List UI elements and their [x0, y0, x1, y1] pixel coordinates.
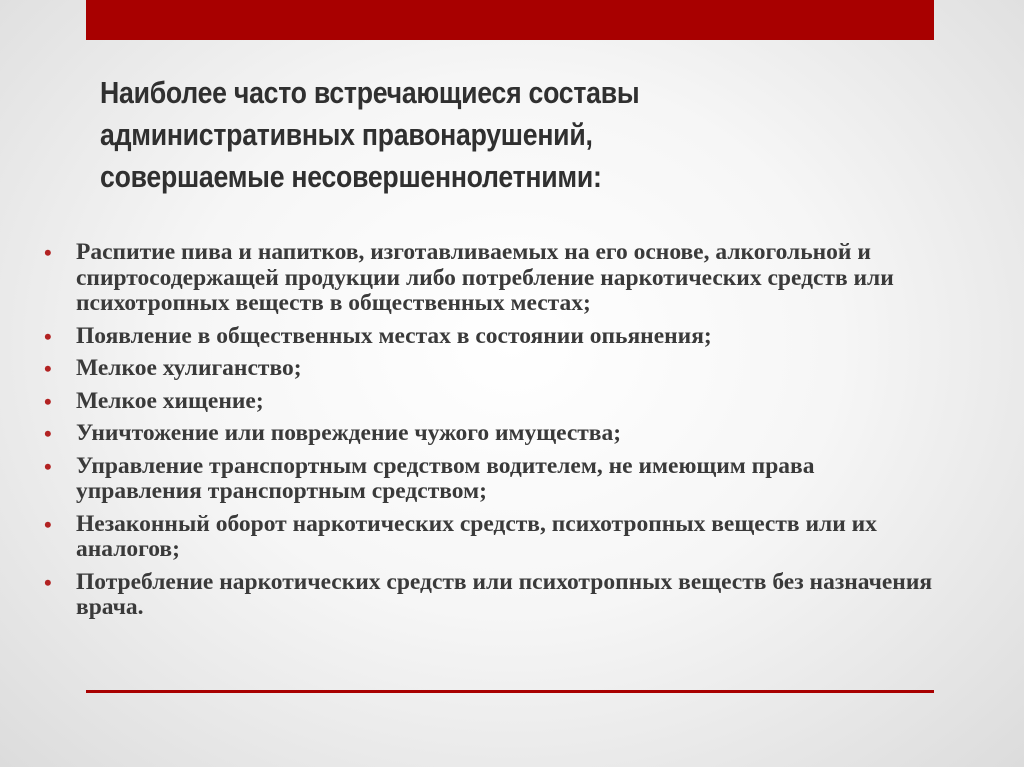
list-item-text: Уничтожение или повреждение чужого имущества;: [76, 420, 622, 446]
bullet-icon: •: [44, 388, 52, 414]
list-item-text: Потребление наркотических средств или психотропных веществ без назначения врача.: [76, 568, 933, 620]
list-item: [44, 356, 944, 382]
bullet-icon: •: [44, 421, 52, 446]
bullet-icon: •: [44, 240, 52, 265]
list-item: [44, 421, 944, 447]
top-accent-bar: [86, 0, 934, 40]
title-line: совершаемые несовершеннолетними:: [100, 159, 602, 194]
list-item: [44, 324, 944, 350]
list-item: [44, 389, 944, 415]
list-item-text: Управление транспортным средством водителем, не имеющим права управления транспортным средством;: [76, 452, 815, 504]
list-item-text: Мелкое хулиганство;: [76, 355, 302, 381]
list-item-text: Мелкое хищение;: [76, 387, 264, 414]
list-item: [44, 512, 944, 563]
list-item-text: Незаконный оборот наркотических средств, психотропных веществ или их аналогов;: [76, 510, 877, 562]
offense-list: [44, 240, 944, 628]
list-item-text: Появление в общественных местах в состоянии опьянения;: [76, 322, 712, 349]
bottom-divider: [86, 690, 934, 693]
bullet-icon: •: [44, 511, 52, 537]
slide-title: [100, 72, 805, 198]
title-line: Наиболее часто встречающиеся составы: [100, 75, 640, 110]
title-line: административных правонарушений,: [100, 117, 593, 152]
list-item: [44, 454, 944, 505]
bullet-icon: •: [44, 323, 52, 349]
list-item: [44, 570, 944, 621]
bullet-icon: •: [44, 453, 52, 479]
bullet-icon: •: [44, 356, 52, 381]
bullet-icon: •: [44, 569, 52, 595]
list-item: [44, 240, 944, 317]
list-item-text: Распитие пива и напитков, изготавливаемых на его основе, алкогольной и спиртосодержащей продукции либо потребление наркотических средств или психотропных веществ в общественных местах;: [76, 239, 894, 316]
